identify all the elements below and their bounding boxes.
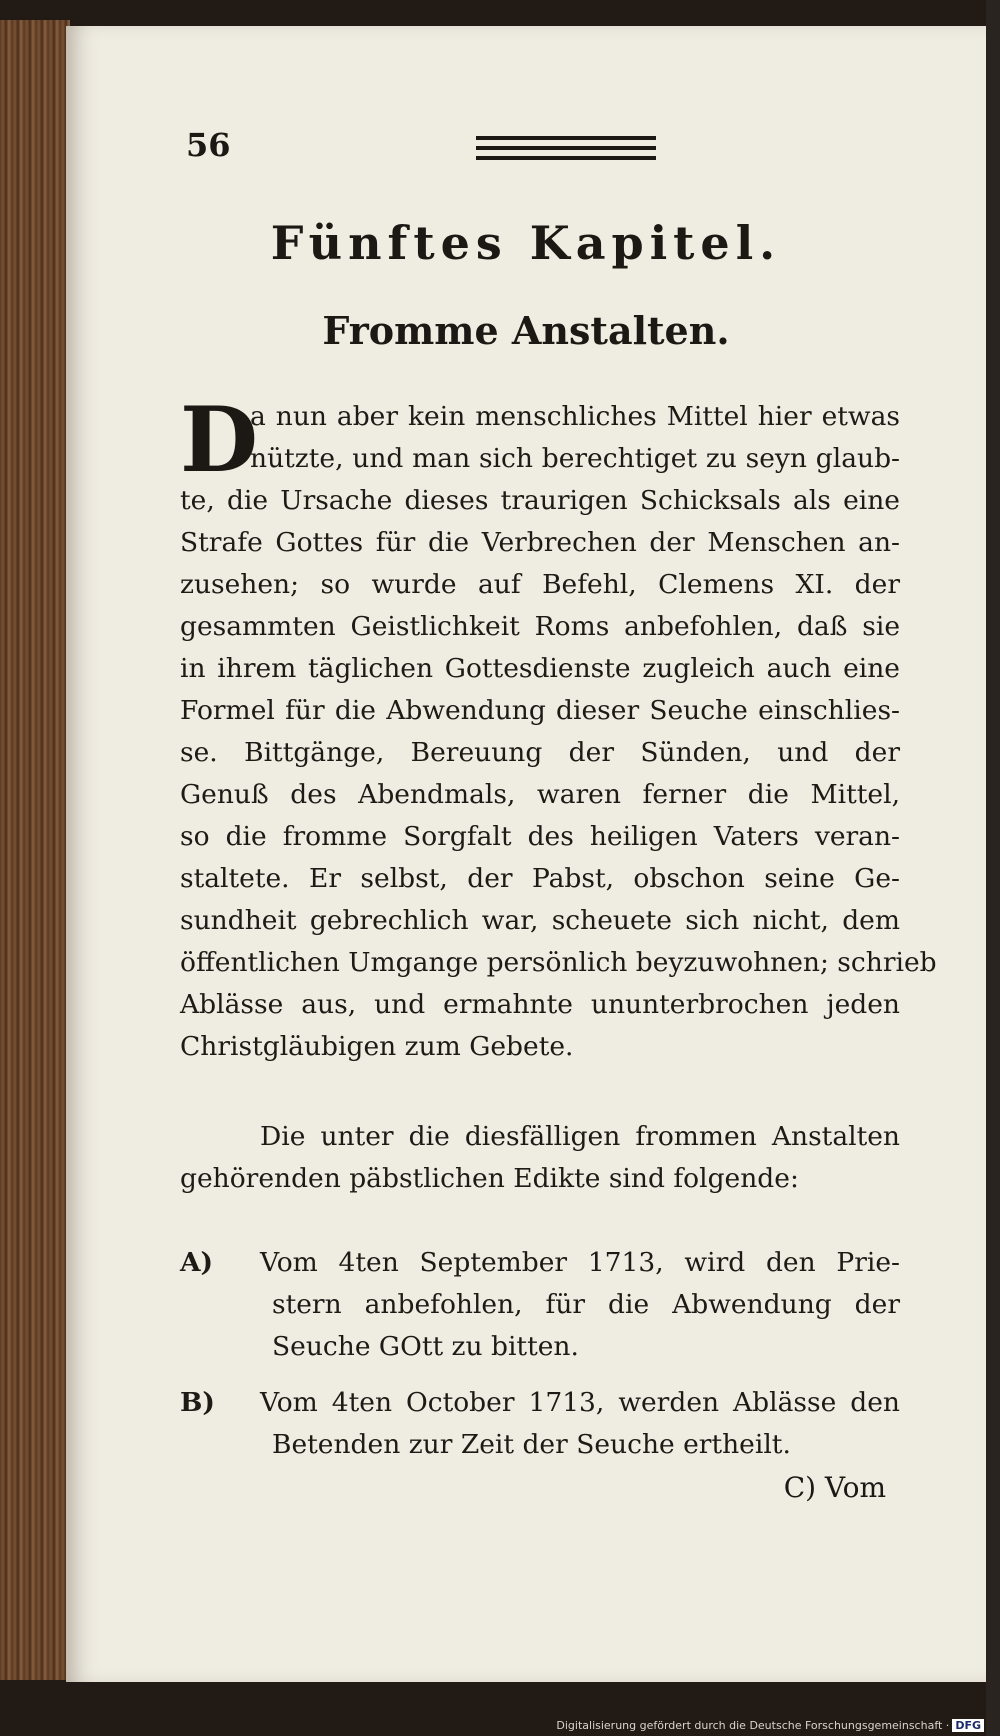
text-line: a nun aber kein menschliches Mittel hier etwas [250,401,900,432]
text-line: Genuß des Abendmals, waren ferner die Mittel, [180,779,900,810]
text-line: se. Bittgänge, Bereuung der Sünden, und der [180,737,900,768]
text-line: Die unter die diesfälligen frommen Anstalten [260,1121,900,1152]
text-line: Formel für die Abwendung dieser Seuche einschlies- [180,695,900,726]
section-title: Fromme Anstalten. [322,308,730,353]
list-marker: B) [180,1387,215,1418]
text-line: Christgläubigen zum Gebete. [180,1031,574,1062]
text-line: Seuche GOtt zu bitten. [272,1331,579,1362]
text-line: nützte, und man sich berechtiget zu seyn glaub- [250,443,900,474]
chapter-title: Fünftes Kapitel. [270,216,782,270]
paragraph-2 [180,1116,900,1200]
text-line: stern anbefohlen, für die Abwendung der [272,1289,900,1320]
header-ornament-rule [476,136,656,160]
text-line: in ihrem täglichen Gottesdienste zugleich auch eine [180,653,900,684]
text-line: so die fromme Sorgfalt des heiligen Vaters veran- [180,821,900,852]
text-line: staltete. Er selbst, der Pabst, obschon seine Ge- [180,863,900,894]
page-number: 56 [186,126,231,164]
text-line: Ablässe aus, und ermahnte ununterbrochen jeden [180,989,900,1020]
digitization-credit [556,1719,984,1732]
list-item-first-line [180,1382,900,1424]
text-line: sundheit gebrechlich war, scheuete sich nicht, dem [180,905,900,936]
book-page [66,26,986,1682]
text-line: öffentlichen Umgange persönlich beyzuwohnen; schrieb [180,947,937,978]
text-line: Strafe Gottes für die Verbrechen der Menschen an- [180,527,900,558]
credit-text: Digitalisierung gefördert durch die Deutsche Forschungsgemeinschaft · [556,1719,950,1732]
list-marker: A) [180,1247,214,1278]
running-head [186,126,886,176]
list-item [180,1382,900,1466]
edict-list [180,1242,900,1480]
book-right-edge [986,0,1000,1736]
text-line: Vom 4ten October 1713, werden Ablässe den [260,1387,900,1418]
book-spine-edge [0,20,70,1680]
dfg-logo-icon: DFG [952,1719,984,1732]
list-item [180,1242,900,1368]
paragraph-1 [180,387,937,1068]
drop-cap: D [180,387,259,493]
text-line: te, die Ursache dieses traurigen Schicksals als eine [180,485,900,516]
text-line: gesammten Geistlichkeit Roms anbefohlen, daß sie [180,611,900,642]
catchword: C) Vom [783,1471,886,1504]
text-line: Betenden zur Zeit der Seuche ertheilt. [272,1429,791,1460]
list-item-first-line [180,1242,900,1284]
text-line: gehörenden päbstlichen Edikte sind folgende: [180,1163,799,1194]
text-line: Vom 4ten September 1713, wird den Prie- [260,1247,900,1278]
text-line: zusehen; so wurde auf Befehl, Clemens XI. der [180,569,900,600]
